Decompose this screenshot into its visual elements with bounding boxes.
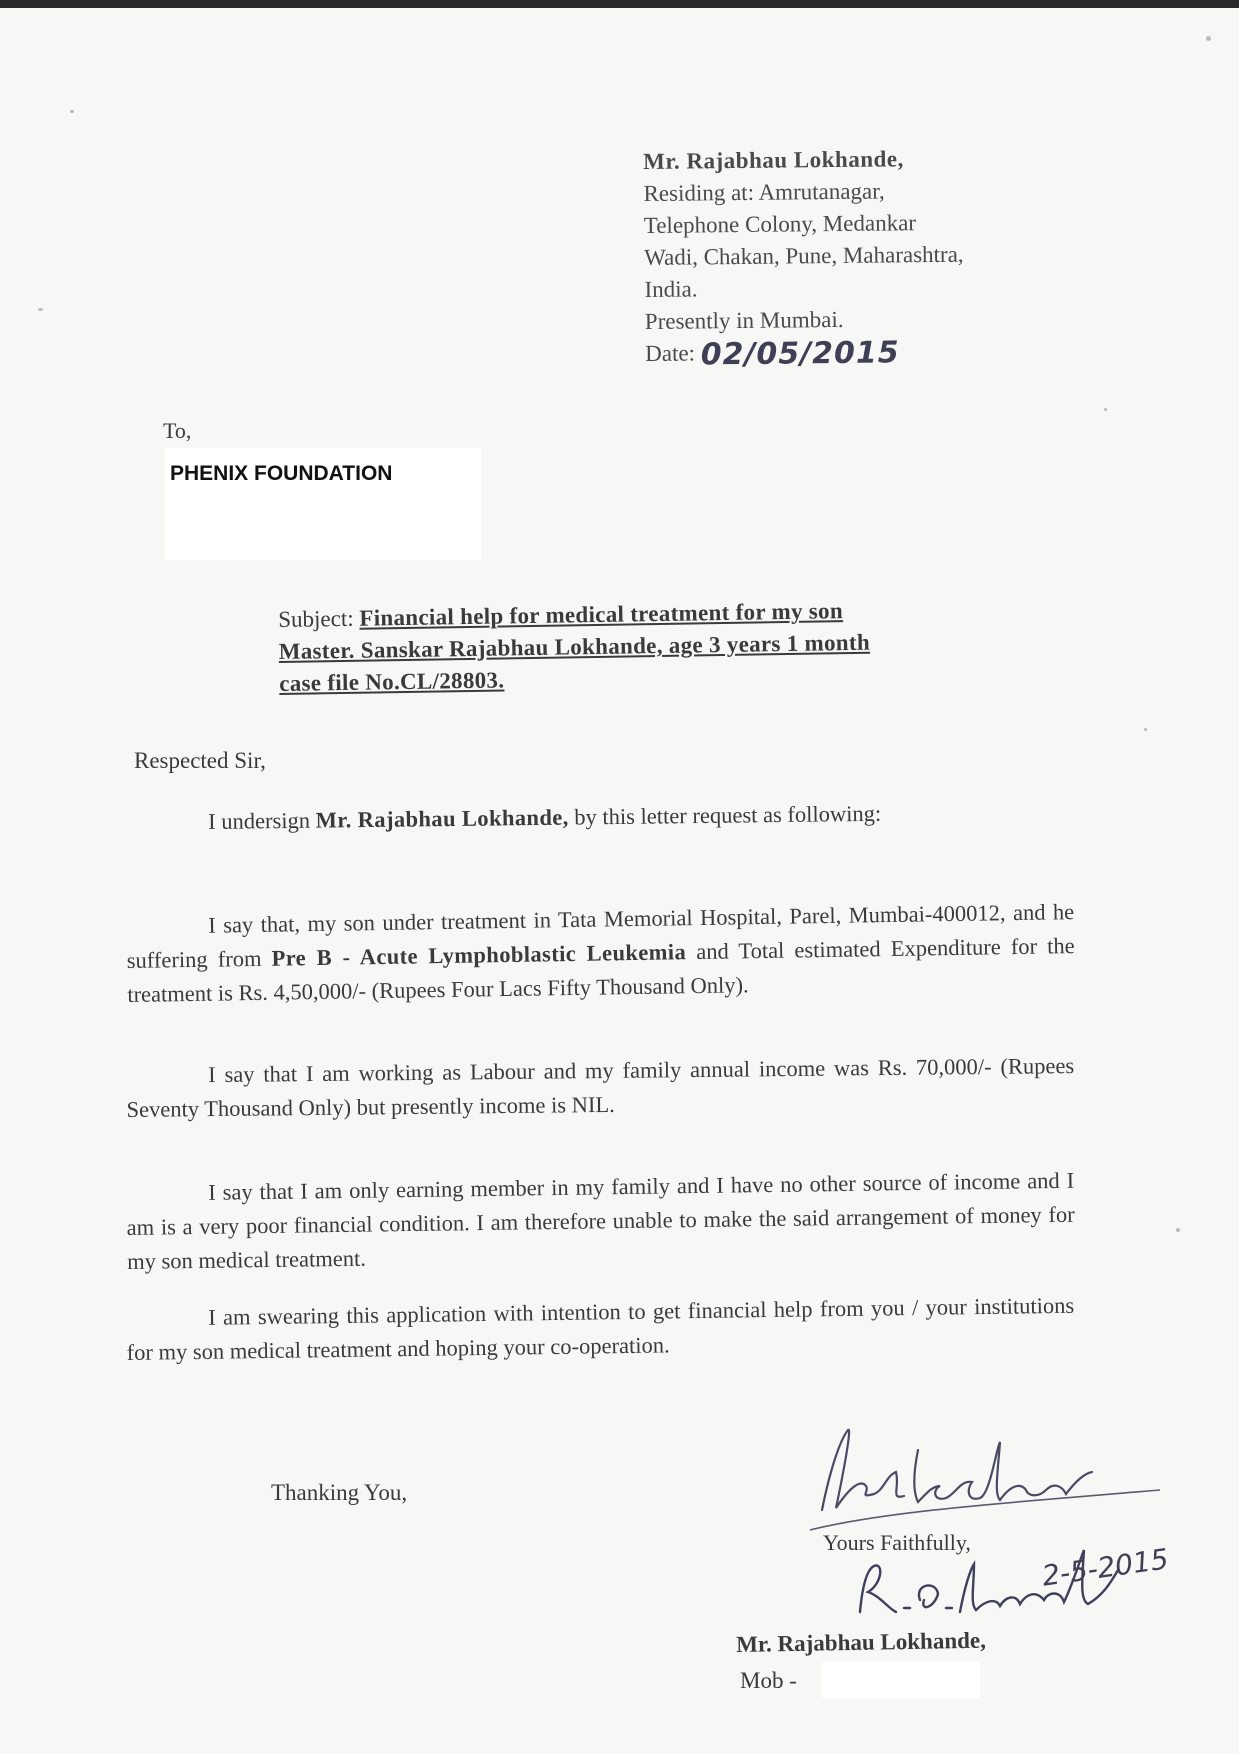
paragraph-text: I am swearing this application with intention to get financial help from you / your institutions for my son medical treatment and hoping your co-operation. [126,1292,1075,1365]
sender-address-line: Telephone Colony, Medankar [643,210,917,238]
date-handwritten: 02/05/2015 [700,335,900,373]
scan-top-border [0,0,1239,8]
scan-speck [38,308,43,311]
paragraph-text: by this letter request as following: [568,800,882,830]
diagnosis: Pre B - Acute Lymphoblastic Leukemia [271,939,687,971]
body-paragraph [126,1289,1075,1370]
salutation: Respected Sir, [134,748,266,773]
scan-speck [1176,1228,1180,1232]
paragraph-text: I undersign [208,807,316,834]
mobile-label: Mob - [740,1668,797,1693]
date-line [645,335,965,372]
sender-address-line: Residing at: Amrutanagar, [643,178,885,206]
sender-block [643,143,965,372]
body-paragraph [126,895,1075,1012]
sender-address-line: Wadi, Chakan, Pune, Maharashtra, [644,241,964,270]
applicant-name: Mr. Rajabhau Lokhande, [315,804,569,833]
scan-speck [1104,408,1107,411]
date-label: Date: [645,340,696,366]
signatory-name: Mr. Rajabhau Lokhande, [736,1627,987,1657]
scan-speck [1144,728,1147,731]
paragraph-text: I say that, my son under treatment in Tata Memorial Hospital, Parel, Mumbai-400012, and he suffering from [126,899,1075,973]
scan-speck [1206,36,1211,41]
subject-line: Master. Sanskar Rajabhau Lokhande, age 3 years 1 month [278,629,871,664]
body-paragraph [126,794,1074,840]
to-label: To, [163,418,192,443]
sender-address-line: India. [644,276,698,302]
handwritten-date: 2-5-2015 [1040,1542,1171,1593]
thanking-line: Thanking You, [271,1480,408,1505]
paragraph-text: I say that I am only earning member in my family and I have no other source of income and I am is a very poor financial condition. I am therefore unable to make the said arrangement of money for my son medical treatment. [126,1167,1075,1274]
paragraph-text: and Total estimated Expenditure for the treatment is Rs. 4,50,000/- (Rupees Four Lacs Fifty Thousand Only). [127,933,1075,1007]
subject-block [278,595,871,700]
body-paragraph [126,1164,1075,1279]
mobile-redaction-box [822,1662,980,1698]
recipient-organization: PHENIX FOUNDATION [170,462,393,485]
subject-label: Subject: [278,605,354,632]
subject-line: case file No.CL/28803. [279,667,505,696]
sender-name: Mr. Rajabhau Lokhande, [643,146,904,174]
body-paragraph [126,1049,1075,1127]
subject-line: Financial help for medical treatment for my son [359,598,844,631]
scan-speck [70,110,74,113]
sender-address-line: Presently in Mumbai. [644,306,844,334]
paragraph-text: I say that I am working as Labour and my family annual income was Rs. 70,000/- (Rupees Seventy Thousand Only) but presently income is NIL. [126,1053,1075,1122]
closing-line: Yours Faithfully, [823,1530,971,1555]
